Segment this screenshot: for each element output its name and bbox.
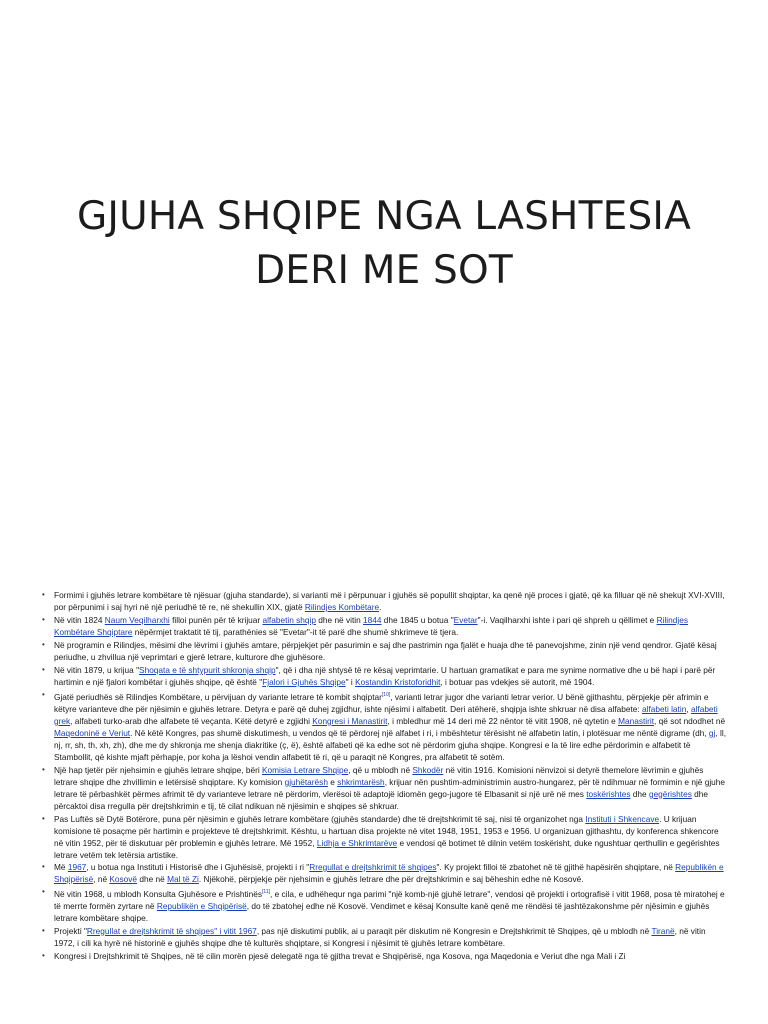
inline-link[interactable]: Shkodër [412,764,444,775]
text-run: ", që i dha një shtysë të re kësaj veprimtarie. U hartuan gramatikat e para me synime normative dhe u bë hapi i parë për hartimin e një fjalori kombëtar i gjuhës shqipe, që është " [54,665,716,687]
title-line-1: GJUHA SHQIPE NGA LASHTESIA [77,194,691,239]
text-run: Pas Luftës së Dytë Botërore, puna për njësimin e gjuhës letrare kombëtare (gjuhës standarde) dhe të drejtshkrimit të saj, nisi të organizohet nga [54,813,586,824]
document-title [40,190,728,298]
inline-link[interactable]: Rregullat e drejtshkrimit të shqipes" i vitit 1967 [86,925,257,936]
text-run: , u botua nga Instituti i Historisë dhe i Gjuhësisë, projekti i ri " [86,861,310,872]
inline-link[interactable]: alfabeti latin [642,703,687,714]
inline-link[interactable]: Instituti i Shkencave [585,813,660,824]
text-run: Një hap tjetër për njehsimin e gjuhës letrare shqipe, bëri [54,764,262,775]
inline-link[interactable]: 1844 [363,615,382,625]
inline-link[interactable]: 1967 [67,861,87,872]
inline-link[interactable]: Kongresi i Manastirit [312,715,388,726]
inline-link[interactable]: Manastirit [618,715,655,726]
inline-link[interactable]: gjuhëtarësh [284,776,328,787]
text-run: dhe 1845 u botua " [381,615,454,625]
text-run: Në vitin 1824 [54,615,105,625]
text-run: . Në këtë Kongres, pas shumë diskutimesh, u vendos që të përdorej një alfabet i ri, i mbështetur tërësisht në alfabetin latin, i plotësuar me nëntë digrame (dh, [130,727,709,738]
inline-link[interactable]: toskërishtes [586,788,631,799]
text-run: e [327,776,338,787]
text-run: dhe [630,788,649,799]
text-run: ". Ky projekt filloi të zbatohet në të gjithë hapësirën shqiptare, në [436,861,676,872]
inline-link[interactable]: Tiranë [651,925,675,936]
text-run: Kongresi i Drejtshkrimit të Shqipes, në të cilin morën pjesë delegatë nga të gjitha trevat e Shqipërisë, nga Kosova, nga Maqedonia e Veriut dhe nga Mali i Zi [54,950,626,961]
bullet-item [40,950,728,962]
text-run: , alfabeti turko-arab dhe alfabete të veçanta. Këtë detyrë e zgjidhi [70,715,313,726]
text-run: , që u mblodh në [348,764,413,775]
text-run: Më [54,861,68,872]
inline-link[interactable]: Shoqata e të shtypurit shkronja shqip [139,665,276,675]
bullet-list-2 [40,861,728,962]
text-run: Formimi i gjuhës letrare kombëtare të njësuar (gjuha standarde), si varianti më i përpunuar i gjuhës së popullit shqiptar, ka qenë një proces i gjatë, që ka filluar që në shekujt XVI-XVIII, por përpunimi i saj hyri në një periudhë të re, në shekullin XIX, gjatë [54,590,725,612]
text-run: . [379,602,382,612]
bullet-item [40,886,728,924]
inline-link[interactable]: Naum Veqilharxhi [104,615,170,625]
inline-link[interactable]: Rilindjes Kombëtare Shqiptare [54,615,688,637]
bullet-item [40,614,728,638]
text-run: dhe në [137,873,168,884]
text-run: , i botuar pas vdekjes së autorit, më 1904. [440,677,595,687]
inline-link[interactable]: Maqedoninë e Veriut [54,727,131,738]
bullet-item [40,639,728,663]
bullet-item [40,689,728,763]
text-run: , i mbledhur më 14 deri më 22 nëntor të vitit 1908, në qytetin e [387,715,619,726]
text-run: e vendosi që botimet të dilnin vetëm toskërisht, duke ngushtuar qerthullin e gegërishtes letrare vetëm tek letërsia artistike. [54,837,720,860]
text-run: filloi punën për të krijuar [169,615,263,625]
text-run: nëpërmjet traktatit të tij, parathënies së "Evetar"-it të parë dhe shumë shkrimeve të tjera. [132,627,459,637]
text-run: , do të zbatohej edhe në Kosovë. Vendimet e kësaj Konsulte kanë qenë me rëndësi të jashtëzakonshme për njësimin e gjuhës letrare kombëtare shqipe. [54,900,710,923]
text-run: " i [345,677,356,687]
text-run: dhe përcaktoi disa rregulla për drejtshkrimin e tij, të cilat ndikuan në njësimin e shqipes së shkruar. [54,788,709,811]
inline-link[interactable]: Republikën e Shqipërisë [54,861,724,884]
inline-link[interactable]: gj [708,727,716,738]
inline-link[interactable]: Kostandin Kristoforidhit [355,677,441,687]
footnote-ref[interactable]: [10] [381,692,391,698]
inline-link[interactable]: Rilindjes Kombëtare [304,602,380,612]
text-run: "-i. Vaqilharxhi ishte i pari që shpreh u qëllimet e [477,615,657,625]
text-run: , pas një diskutimi publik, ai u paraqit për diskutim në Kongresin e Drejtshkrimit të Shqipes, që u mblodh në [256,925,652,936]
bullet-list [40,589,728,812]
inline-link[interactable]: Komisia Letrare Shqipe [262,764,349,775]
text-run: , krijuar nën pushtim-administrimin austro-hungarez, për të ndihmuar në formimin e një gjuhe letrare të përbashkët përmes afrimit të dy varianteve letrare në përdorim, vlerësoi të adaptojë idiomën gego-jugore të Elbasanit si një urë në mes [54,776,726,799]
inline-link[interactable]: Kosovë [109,873,138,884]
inline-link[interactable]: Evetar [453,615,478,625]
text-run: , varianti letrar jugor dhe varianti letrar verior. U bënë gjithashtu, përpjekje për afrimin e këtyre varianteve dhe për njësimin e gjuhës letrare. Detyra e parë që duhej zgjidhur, ishte njësimi i alfabetit. Deri atëherë, shqipja ishte shkruar në disa alfabete: [54,691,709,714]
text-run: Në vitin 1968, u mblodh Konsulta Gjuhësore e Prishtinës [54,888,263,899]
text-run: dhe në vitin [315,615,364,625]
footnote-ref[interactable]: [11] [262,888,270,895]
text-run: , në vitin 1972, i cili ka hyrë në historinë e gjuhës shqipe dhe të kulturës shqiptare, si Kongresi i njësimit të gjuhës letrare kombëtare. [54,925,706,948]
inline-link[interactable]: gegërishtes [648,788,692,799]
text-run: Projekti " [54,925,87,936]
inline-link[interactable]: Fjalori i Gjuhës Shqipe [262,677,346,687]
text-run: në vitin 1916. Komisioni nënvizoi si detyrë themelore lëvrimin e gjuhës letrare shqipe dhe zhvillimin e letërsisë shqiptare. Ky komision [54,764,704,787]
inline-link[interactable]: Lidhja e Shkrimtarëve [316,837,398,848]
body-paragraph [40,813,728,861]
document-body [40,589,728,963]
text-run: , që sot ndodhet në [654,715,726,726]
bullet-item [40,861,728,885]
bullet-item [40,589,728,613]
text-run: , [686,703,691,714]
bullet-item [40,764,728,812]
inline-link[interactable]: alfabeti grek [54,703,718,726]
bullet-item [40,664,728,688]
text-run: Gjatë periudhës së Rilindjes Kombëtare, u përvijuan dy variante letrare të kombit shqiptar [54,691,382,702]
text-run: , e cila, e udhëhequr nga parimi "një komb-një gjuhë letrare", vendosi që projekti i ortografisë i vitit 1968, posa të miratohej e të merrte formën zyrtare në [54,888,725,911]
title-line-2: DERI ME SOT [255,248,513,293]
inline-link[interactable]: Mal të Zi [167,873,199,884]
bullet-item [40,925,728,949]
inline-link[interactable]: alfabetin shqip [262,615,316,625]
text-run: , ll, nj, rr, sh, th, xh, zh), dhe me dy shkronja me shenja diakritike (ç, ë), është alfabeti që ka edhe sot në përdorim gjuha shqipe. Kongresi e la të lire edhe përdorimin e alfabetit të Stambollit, që kishte mjaft përhapje, por koha ja lëshoi vendin alfabetit të ri, që u paraqit në Kongres, pra alfabetit të sotëm. [54,727,726,762]
text-run: . U krijuan komisione të posaçme për hartimin e projekteve të drejtshkrimit. Kështu, u hartuan disa projekte në vitet 1948, 1951, 1953 e 1956. U organizuan gjithashtu, dy konferenca shkencore në vitin 1952, për të diskutuar për problemin e gjuhës letrare. Më 1952, [54,813,719,848]
inline-link[interactable]: Rregullat e drejtshkrimit të shqipes [309,861,437,872]
inline-link[interactable]: Republikën e Shqipërisë [156,900,247,911]
inline-link[interactable]: shkrimtarësh [337,776,385,787]
text-run: Në vitin 1879, u krijua " [54,665,140,675]
text-run: Në programin e Rilindjes, mësimi dhe lëvrimi i gjuhës amtare, përpjekjet për pasurimin e saj dhe pastrimin nga fjalët e huaja dhe të panevojshme, zinin një vend qendror. Gjatë kësaj periudhe, u zhvillua një veprimtari e gjerë letrare, kulturore dhe gjuhësore. [54,640,717,662]
text-run: , në [93,873,110,884]
text-run: . Njëkohë, përpjekje për njehsimin e gjuhës letrare dhe për drejtshkrimin e saj bëheshin edhe në Kosovë. [198,873,584,884]
